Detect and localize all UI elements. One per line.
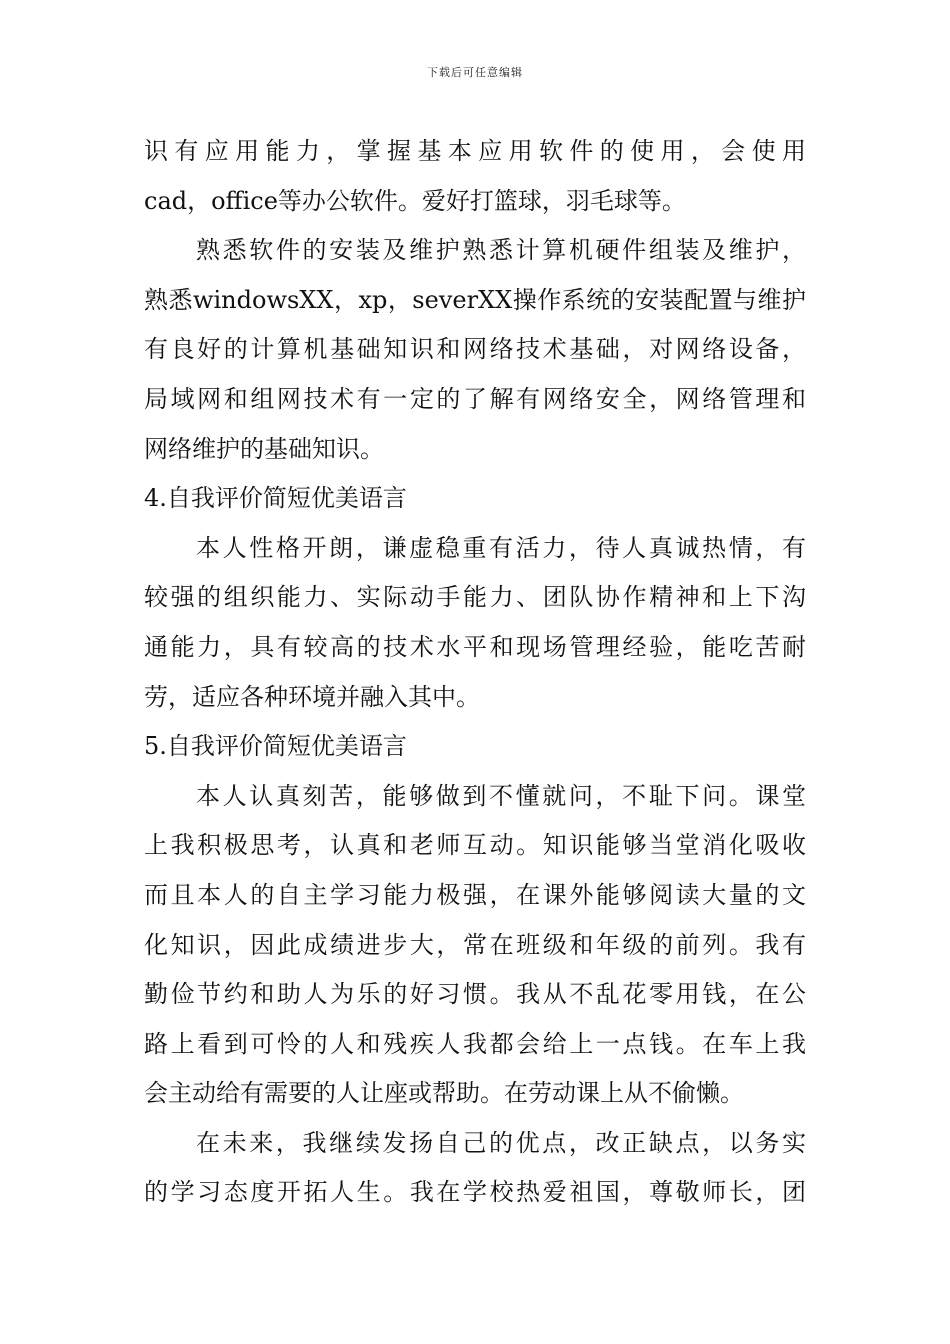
text-line: 化知识，因此成绩进步大，常在班级和年级的前列。我有 <box>144 930 806 959</box>
paragraph-first-line: 本人认真刻苦，能够做到不懂就问，不耻下问。课堂 <box>196 781 806 810</box>
text-line: 的学习态度开拓人生。我在学校热爱祖国，尊敬师长，团 <box>144 1178 806 1207</box>
text-line: 局域网和组网技术有一定的了解有网络安全，网络管理和 <box>144 384 806 413</box>
paragraph-first-line: 熟悉软件的安装及维护熟悉计算机硬件组装及维护， <box>196 236 806 265</box>
text-line: 通能力，具有较高的技术水平和现场管理经验，能吃苦耐 <box>144 632 806 661</box>
text-line: 有良好的计算机基础知识和网络技术基础，对网络设备， <box>144 335 806 364</box>
paragraph-first-line: 本人性格开朗，谦虚稳重有活力，待人真诚热情，有 <box>196 533 806 562</box>
text-line: 会主动给有需要的人让座或帮助。在劳动课上从不偷懒。 <box>144 1079 744 1108</box>
text-line: 识有应用能力，掌握基本应用软件的使用，会使用 <box>144 137 806 165</box>
text-line: 较强的组织能力、实际动手能力、团队协作精神和上下沟 <box>144 583 806 612</box>
text-line: 路上看到可怜的人和残疾人我都会给上一点钱。在车上我 <box>144 1029 806 1058</box>
text-line: 网络维护的基础知识。 <box>144 434 384 463</box>
text-line: 上我积极思考，认真和老师互动。知识能够当堂消化吸收 <box>144 831 806 860</box>
text-line: 劳，适应各种环境并融入其中。 <box>144 682 480 711</box>
text-line: 而且本人的自主学习能力极强，在课外能够阅读大量的文 <box>144 880 806 909</box>
text-line: 熟悉windowsXX，xp，severXX操作系统的安装配置与维护 <box>144 285 806 314</box>
paragraph-first-line: 在未来，我继续发扬自己的优点，改正缺点，以务实 <box>196 1128 806 1157</box>
page-header: 下载后可任意编辑 <box>427 66 523 79</box>
text-line: 勤俭节约和助人为乐的好习惯。我从不乱花零用钱，在公 <box>144 980 806 1009</box>
text-line: cad，office等办公软件。爱好打篮球，羽毛球等。 <box>144 186 686 215</box>
body-text <box>144 127 806 1218</box>
section-heading: 4.自我评价简短优美语言 <box>144 484 407 513</box>
section-heading: 5.自我评价简短优美语言 <box>144 732 407 761</box>
